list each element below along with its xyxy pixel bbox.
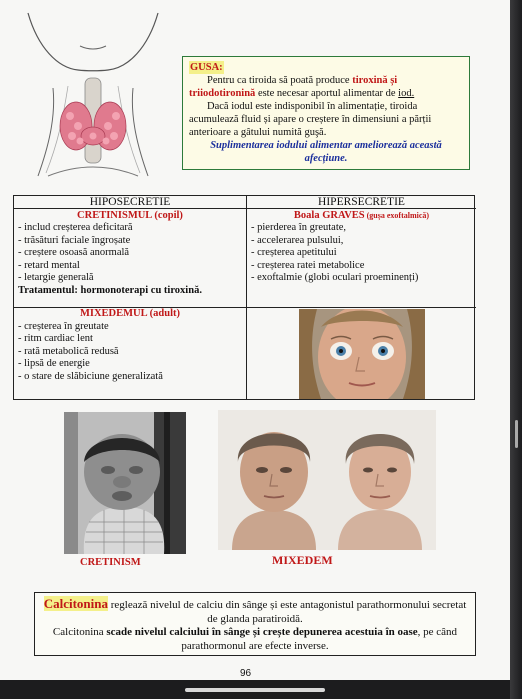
hiposecretie-column (14, 196, 247, 399)
gusa-title: GUSA: (190, 62, 223, 73)
hipersecretie-column (247, 196, 476, 399)
cretinism-caption: CRETINISM (80, 557, 141, 568)
treatment-text: hormonoterapi cu tiroxină. (77, 284, 202, 296)
row-divider (247, 307, 476, 308)
list-item: - rată metabolică redusă (18, 345, 119, 357)
graves-symptoms (247, 222, 476, 285)
list-item: - retard mental (18, 259, 80, 271)
gusa-p1-a: Pentru ca tiroida să poată produce (207, 75, 353, 86)
graves-subtitle: (gușa exoftalmică) (364, 211, 430, 220)
cretinism-symptoms (14, 222, 246, 285)
gusa-paragraph-2: Dacă iodul este indisponibil în alimentație, tiroida acumulează fluid și apare o creștere în dimensiuni a părții anterioare a gâtului numită guşă. (189, 101, 432, 138)
cretinism-child-photo (64, 412, 186, 554)
list-item: - creșterea ratei metabolice (251, 259, 365, 271)
list-item: - exoftalmie (globi oculari proeminenți) (251, 272, 419, 283)
secretion-table (13, 195, 475, 400)
gusa-paragraph-1 (189, 74, 463, 100)
calcitonin-text-1: reglează nivelul de calciu din sânge și este antagonistul parathormonului secretat de glanda paratiroidă. (108, 599, 467, 625)
list-item: - creșterea apetitului (251, 247, 337, 258)
cretinism-subheader: CRETINISMUL (copil) (77, 210, 183, 221)
calcitonin-info-box (34, 592, 476, 656)
gusa-p1-c: este necesar aportul alimentar de (255, 88, 399, 99)
calcitonin-line-1 (43, 597, 467, 626)
gusa-note: Suplimentarea iodului alimentar ameliorează această afecțiune. (210, 140, 442, 164)
mixedem-symptoms (14, 321, 246, 384)
list-item: - creștere osoasă anormală (18, 247, 130, 258)
graves-title: Boala GRAVES (293, 210, 365, 221)
graves-subheader (247, 209, 476, 222)
viewer-bottom-bar (0, 680, 510, 699)
hiposecretie-header: HIPOSECRETIE (14, 196, 246, 209)
thyroid-neck-illustration (18, 8, 168, 178)
gusa-info-box (182, 56, 470, 170)
calcitonin-text-2a: Calcitonina (52, 626, 107, 638)
list-item: - pierderea în greutate, (251, 222, 347, 233)
list-item: - includ creșterea deficitară (18, 222, 133, 233)
hipersecretie-header: HIPERSECRETIE (247, 196, 476, 209)
list-item: - o stare de slăbiciune generalizată (18, 370, 163, 382)
treatment-line (14, 285, 246, 298)
list-item: - lipsă de energie (18, 358, 90, 369)
calcitonin-text-2c: , pe când parathormonul are efecte inverse. (181, 626, 458, 652)
page-number: 96 (240, 668, 252, 679)
viewer-side-strip (510, 0, 522, 699)
scroll-handle[interactable] (515, 420, 518, 448)
calcitonin-title: Calcitonina (43, 596, 108, 611)
treatment-label: Tratamentul: (18, 284, 78, 296)
gusa-hormones: tiroxină și triiodotironină (189, 75, 398, 99)
home-indicator[interactable] (185, 688, 325, 692)
mixedem-caption: MIXEDEM (272, 553, 333, 567)
list-item: - trăsături faciale îngroșate (18, 234, 131, 246)
mixedem-subheader: MIXEDEMUL (adult) (79, 308, 181, 319)
gusa-iodine: iod. (398, 88, 415, 99)
graves-patient-photo (299, 309, 425, 399)
list-item: - ritm cardiac lent (18, 333, 93, 344)
list-item: - letargie generală (18, 272, 94, 283)
list-item: - creșterea în greutate (18, 320, 109, 332)
mixedem-section (14, 308, 246, 383)
calcitonin-line-2 (43, 626, 467, 653)
list-item: - accelerarea pulsului, (251, 234, 344, 246)
calcitonin-text-2b: scade nivelul calciului în sânge și crește depunerea acestuia în oase (106, 626, 418, 638)
mixedem-patient-photos (218, 410, 436, 550)
